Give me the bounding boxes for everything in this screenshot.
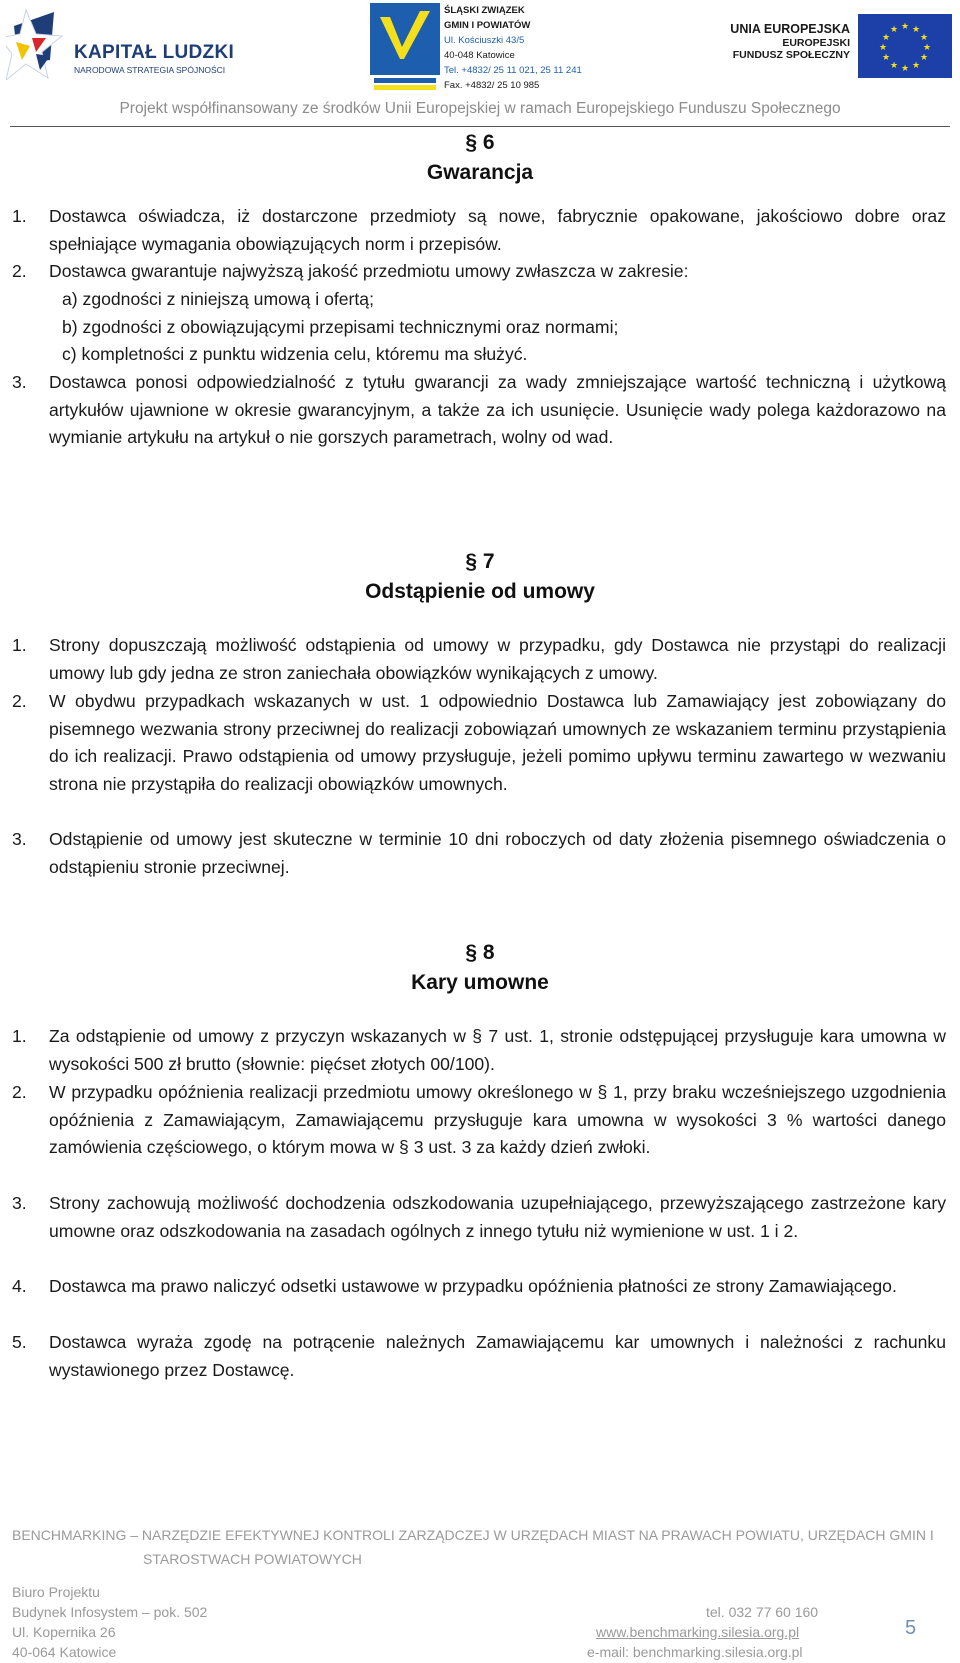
section-6-title: Gwarancja — [426, 161, 534, 184]
section-7-sign: § 7 — [465, 550, 495, 573]
svg-text:★: ★ — [889, 61, 899, 71]
item-text: Za odstąpienie od umowy z przyczyn wskazanych w § 7 ust. 1, stronie odstępującej przysługuje kara umowna w wysokości 500 zł brutto (słownie: pięćset złotych 00/100). — [49, 1026, 946, 1074]
footer-office-3: Ul. Kopernika 26 — [12, 1624, 116, 1640]
eu-flag-icon — [858, 14, 952, 78]
slaski-zwiazek-logo — [370, 3, 440, 93]
kapital-ludzki-title: KAPITAŁ LUDZKI — [74, 42, 235, 63]
svg-text:★: ★ — [889, 25, 899, 35]
header-divider — [10, 126, 950, 127]
svg-text:★: ★ — [919, 33, 929, 43]
section-8-title: Kary umowne — [411, 971, 549, 994]
item-text: Dostawca gwarantuje najwyższą jakość przedmiotu umowy zwłaszcza w zakresie: — [49, 261, 689, 281]
item-number: 2. — [12, 1082, 27, 1102]
sz-name-1: ŚLĄSKI ZWIĄZEK — [444, 5, 525, 16]
item-number: 1. — [12, 635, 27, 655]
section-6-item-1 — [12, 203, 946, 258]
eu-label-1: UNIA EUROPEJSKA — [730, 22, 850, 36]
item-text: W przypadku opóźnienia realizacji przedmiotu umowy określonego w § 1, przy braku wcześniejszego uzgodnienia opóźnienia z Zamawiającym, Zamawiającemu przysługuje kara umowna w wysokości 3 % wartości danego zamówienia częściowego, o którym mowa w § 3 ust. 3 za każdy dzień zwłoki. — [49, 1082, 946, 1158]
section-8-sign: § 8 — [465, 941, 495, 964]
item-number: 1. — [12, 1026, 27, 1046]
section-8-item-2 — [12, 1079, 946, 1162]
footer-tel: tel. 032 77 60 160 — [706, 1604, 819, 1620]
footer-office-4: 40-064 Katowice — [12, 1644, 117, 1660]
item-text: Odstąpienie od umowy jest skuteczne w terminie 10 dni roboczych od daty złożenia pisemnego oświadczenia o odstąpieniu stronie przeciwnej. — [49, 829, 946, 877]
item-number: 3. — [12, 372, 27, 392]
item-text: Dostawca wyraża zgodę na potrącenie należnych Zamawiającemu kar umownych i należności z rachunku wystawionego przez Dostawcę. — [49, 1332, 946, 1380]
item-number: 4. — [12, 1276, 27, 1296]
cofinancing-tagline: Projekt współfinansowany ze środków Unii Europejskiej w ramach Europejskiego Funduszu Społecznego — [119, 100, 841, 117]
svg-text:★: ★ — [881, 53, 891, 63]
section-6-sign: § 6 — [465, 131, 495, 154]
section-6-item-2 — [12, 258, 946, 286]
section-6-subitem-a: a) zgodności z niniejszą umową i ofertą; — [62, 289, 374, 309]
item-number: 2. — [12, 691, 27, 711]
slaski-zwiazek-emblem-icon — [370, 3, 440, 93]
eu-label-3: FUNDUSZ SPOŁECZNY — [732, 49, 850, 61]
item-text: W obydwu przypadkach wskazanych w ust. 1 odpowiednio Dostawca lub Zamawiający jest zobowiązany do pisemnego wezwania strony przeciwnej do realizacji zobowiązań umownych ze wskazaniem terminu przystąpienia do ich realizacji. Prawo odstąpienia od umowy przysługuje, jeżeli pomimo upływu terminu zawartego w wezwaniu strona nie przystąpiła do realizacji obowiązków umownych. — [49, 691, 946, 795]
slaski-zwiazek-contact — [444, 3, 582, 93]
section-7-item-3 — [12, 826, 946, 881]
footer-project-line-2: STAROSTWACH POWIATOWYCH — [143, 1551, 362, 1567]
svg-text:★: ★ — [922, 43, 932, 53]
item-text: Dostawca oświadcza, iż dostarczone przedmioty są nowe, fabrycznie opakowane, jakościowo dobre oraz spełniające wymagania obowiązujących norm i przepisów. — [49, 206, 946, 254]
item-text: Strony zachowują możliwość dochodzenia odszkodowania uzupełniającego, przewyższającego zastrzeżone kary umowne oraz odszkodowania na zasadach ogólnych z innego tytułu niż wymienione w ust. 1 i 2. — [49, 1193, 946, 1241]
section-6-item-3 — [12, 369, 946, 452]
svg-text:★: ★ — [919, 53, 929, 63]
svg-text:★: ★ — [900, 22, 910, 32]
item-text: Dostawca ponosi odpowiedzialność z tytułu gwarancji za wady zmniejszające wartość techniczną i użytkową artykułów ujawnione w okresie gwarancyjnym, a także za ich usunięcie. Usunięcie wady polega każdorazowo na wymianie artykułu na artykuł o nie gorszych parametrach, wolny od wad. — [49, 372, 946, 448]
section-8-item-3 — [12, 1190, 946, 1245]
page-header — [0, 0, 960, 130]
kapital-ludzki-subtitle: NARODOWA STRATEGIA SPÓJNOŚCI — [74, 65, 226, 75]
svg-text:★: ★ — [878, 43, 888, 53]
kapital-ludzki-star-icon — [6, 8, 66, 88]
section-7-item-2 — [12, 688, 946, 799]
eu-fund-label — [700, 22, 850, 61]
footer-email: e-mail: benchmarking.silesia.org.pl — [587, 1644, 803, 1660]
sz-fax: Fax. +4832/ 25 10 985 — [444, 80, 540, 91]
footer-website-link[interactable]: www.benchmarking.silesia.org.pl — [596, 1624, 800, 1640]
section-8-item-5 — [12, 1329, 946, 1384]
section-6-subitem-c: c) kompletności z punktu widzenia celu, któremu ma służyć. — [62, 344, 528, 364]
kapital-ludzki-logo — [6, 8, 251, 88]
sz-address-2: 40-048 Katowice — [444, 50, 515, 61]
item-text: Dostawca ma prawo naliczyć odsetki ustawowe w przypadku opóźnienia płatności ze strony Zamawiającego. — [49, 1276, 897, 1296]
item-number: 3. — [12, 829, 27, 849]
section-6-subitem-b: b) zgodności z obowiązującymi przepisami technicznymi oraz normami; — [62, 317, 619, 337]
svg-text:★: ★ — [881, 33, 891, 43]
svg-text:★: ★ — [911, 61, 921, 71]
sz-tel: Tel. +4832/ 25 11 021, 25 11 241 — [444, 65, 582, 76]
footer-office-1: Biuro Projektu — [12, 1584, 100, 1600]
item-text: Strony dopuszczają możliwość odstąpienia od umowy w przypadku, gdy Dostawca nie przystąpi do realizacji umowy lub gdy jedna ze stron zaniechała obowiązków wynikających z umowy. — [49, 635, 946, 683]
section-7-item-1 — [12, 632, 946, 687]
page-number: 5 — [905, 1617, 917, 1639]
sz-name-2: GMIN I POWIATÓW — [444, 20, 531, 31]
section-8-item-1 — [12, 1023, 946, 1078]
footer-project-line-1: BENCHMARKING – NARZĘDZIE EFEKTYWNEJ KONTROLI ZARZĄDCZEJ W URZĘDACH MIAST NA PRAWACH POWIATU, URZĘDACH GMIN I — [12, 1527, 934, 1543]
item-number: 5. — [12, 1332, 27, 1352]
item-number: 1. — [12, 206, 27, 226]
footer-office-2: Budynek Infosystem – pok. 502 — [12, 1604, 208, 1620]
svg-text:★: ★ — [911, 25, 921, 35]
item-number: 2. — [12, 261, 27, 281]
item-number: 3. — [12, 1193, 27, 1213]
svg-text:★: ★ — [900, 64, 910, 74]
eu-label-2: EUROPEJSKI — [782, 37, 850, 49]
section-7-title: Odstąpienie od umowy — [365, 580, 595, 603]
section-8-item-4 — [12, 1273, 946, 1301]
sz-address-1: Ul. Kościuszki 43/5 — [444, 35, 525, 46]
